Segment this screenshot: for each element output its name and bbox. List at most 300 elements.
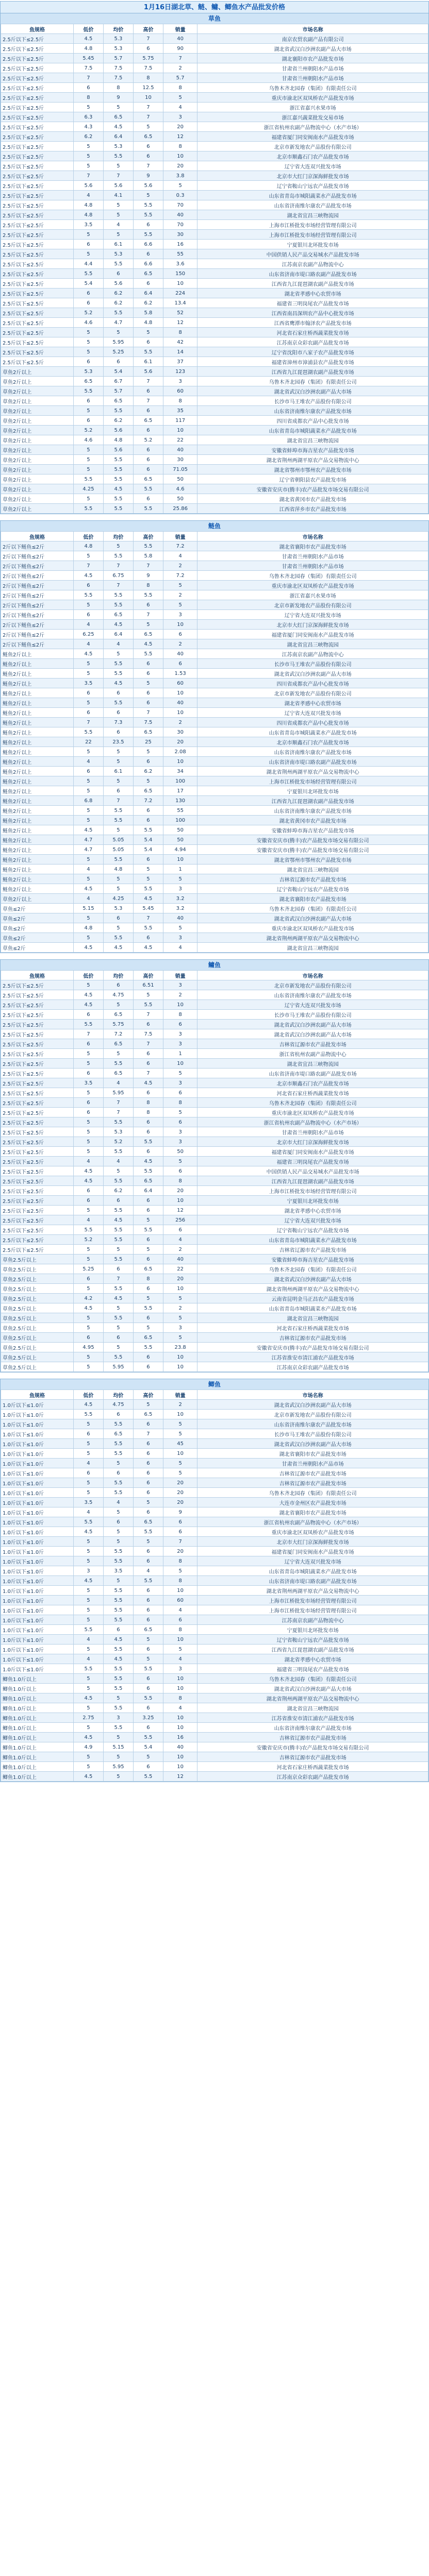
value-cell: 5: [73, 1284, 103, 1294]
fish-spec-cell: 2.5斤以下≤2.5斤: [1, 54, 74, 63]
value-cell: 8: [163, 1176, 197, 1186]
value-cell: 5.5: [103, 151, 133, 161]
value-cell: 6.5: [103, 112, 133, 122]
value-cell: 130: [163, 796, 197, 806]
column-header: 市场名称: [197, 971, 428, 980]
value-cell: 7: [73, 718, 103, 727]
value-cell: 5.5: [103, 1059, 133, 1069]
table-row: [1, 1723, 428, 1733]
value-cell: 4: [163, 1605, 197, 1615]
value-cell: 10: [163, 1449, 197, 1459]
value-cell: 5: [103, 874, 133, 884]
value-cell: 5.5: [103, 465, 133, 474]
value-cell: 4.5: [133, 943, 163, 953]
value-cell: 4: [73, 620, 103, 630]
value-cell: 5.5: [103, 1352, 133, 1362]
value-cell: 4.6: [73, 435, 103, 445]
market-name-cell: 吉林省辽源市农产品批发市场: [197, 1752, 428, 1762]
value-cell: 6: [133, 806, 163, 816]
market-name-cell: 安徽省安庆市(腾丰)农产品批发市场交易有限公司: [197, 835, 428, 845]
value-cell: 3.5: [73, 1078, 103, 1088]
fish-spec-cell: 1.0斤以下≤1.0斤: [1, 1586, 74, 1596]
value-cell: 5: [73, 328, 103, 337]
table-row: [1, 357, 428, 367]
table-row: [1, 337, 428, 347]
value-cell: 4.94: [163, 845, 197, 855]
value-cell: 5: [103, 230, 133, 240]
fish-spec-cell: 草鱼2斤以上: [1, 435, 74, 445]
value-cell: 5: [73, 669, 103, 679]
market-name-cell: 辽宁省大连双兴批发市场: [197, 161, 428, 171]
value-cell: 5.5: [133, 504, 163, 514]
value-cell: 4.5: [103, 943, 133, 953]
price-table: [1, 1389, 428, 1782]
value-cell: 4.8: [103, 435, 133, 445]
table-row: [1, 933, 428, 943]
table-row: [1, 435, 428, 445]
value-cell: 50: [163, 825, 197, 835]
value-cell: 10: [163, 1762, 197, 1772]
table-row: [1, 34, 428, 44]
value-cell: 5.3: [103, 34, 133, 44]
value-cell: 5.5: [133, 1137, 163, 1147]
value-cell: 35: [163, 406, 197, 416]
table-header-row: [1, 24, 428, 34]
market-name-cell: 甘肃省兰州朝阳水产品市场: [197, 73, 428, 83]
value-cell: 5: [133, 620, 163, 630]
value-cell: 20: [163, 737, 197, 747]
value-cell: 5.2: [133, 435, 163, 445]
value-cell: 6: [163, 1517, 197, 1527]
value-cell: 12: [163, 1206, 197, 1215]
value-cell: 5: [103, 1693, 133, 1703]
value-cell: 16: [163, 1733, 197, 1742]
table-row: [1, 1439, 428, 1449]
value-cell: 5.5: [73, 1020, 103, 1029]
value-cell: 5: [163, 874, 197, 884]
value-cell: 5.5: [103, 1449, 133, 1459]
value-cell: 5: [73, 1547, 103, 1556]
value-cell: 7.5: [103, 63, 133, 73]
value-cell: 8: [163, 142, 197, 151]
fish-spec-cell: 2.5斤以下≤2.5斤: [1, 1215, 74, 1225]
value-cell: 4: [103, 1157, 133, 1166]
fish-spec-cell: 鲫鱼1.0斤以上: [1, 1674, 74, 1684]
value-cell: 6.5: [133, 1333, 163, 1343]
fish-spec-cell: 草鱼2.5斤以上: [1, 1313, 74, 1323]
market-name-cell: 山东省济南维尔康农产品批发市场: [197, 806, 428, 816]
value-cell: 5: [133, 1635, 163, 1645]
fish-spec-cell: 2.5斤以下≤2.5斤: [1, 240, 74, 249]
market-name-cell: 湖北省宜昌三峡物流园: [197, 435, 428, 445]
market-name-cell: 上海市江桥批发市场经营管理有限公司: [197, 1596, 428, 1605]
table-row: [1, 590, 428, 600]
value-cell: 5: [73, 1147, 103, 1157]
market-name-cell: 江西省九江琵琶湖农副产品批发市场: [197, 796, 428, 806]
market-name-cell: 湖北省荆州两湖平原农产品交易物流中心: [197, 933, 428, 943]
table-row: [1, 1635, 428, 1645]
value-cell: 6: [133, 1088, 163, 1098]
value-cell: 5.5: [103, 600, 133, 610]
value-cell: 5: [103, 884, 133, 894]
value-cell: 5.2: [73, 1235, 103, 1245]
column-header: 高价: [133, 971, 163, 980]
value-cell: 6.5: [103, 396, 133, 406]
value-cell: 3: [163, 610, 197, 620]
value-cell: 3.5: [73, 679, 103, 688]
market-name-cell: 江苏南京众彩农副产品批发市场: [197, 337, 428, 347]
value-cell: 5.5: [133, 1527, 163, 1537]
value-cell: 6: [133, 1762, 163, 1772]
table-row: [1, 1020, 428, 1029]
value-cell: 6: [73, 396, 103, 406]
column-header: 市场名称: [197, 1390, 428, 1400]
market-name-cell: 湖北省武汉白沙洲农副产品大市场: [197, 1274, 428, 1284]
market-name-cell: 湖北省宜昌三峡物流园: [197, 1059, 428, 1069]
market-name-cell: 甘肃省兰州朝阳水产品市场: [197, 1459, 428, 1468]
value-cell: 5: [73, 933, 103, 943]
value-cell: 6: [133, 1547, 163, 1556]
value-cell: 5: [73, 142, 103, 151]
value-cell: 4: [73, 865, 103, 874]
fish-spec-cell: 2.5斤以下≤2.5斤: [1, 347, 74, 357]
value-cell: 7.2: [163, 571, 197, 581]
table-row: [1, 1225, 428, 1235]
value-cell: 4.5: [73, 571, 103, 581]
market-name-cell: 乌鲁木齐北园春（集团）有限责任公司: [197, 1098, 428, 1108]
fish-spec-cell: 1.0斤以下≤1.0斤: [1, 1615, 74, 1625]
value-cell: 6: [103, 1468, 133, 1478]
value-cell: 4.7: [103, 318, 133, 328]
value-cell: 5.5: [73, 386, 103, 396]
table-row: [1, 1029, 428, 1039]
value-cell: 6: [133, 386, 163, 396]
value-cell: 5: [73, 1419, 103, 1429]
market-name-cell: 山东省济南维尔康农产品批发市场: [197, 1723, 428, 1733]
fish-spec-cell: 2.5斤以下≤2.5斤: [1, 191, 74, 200]
value-cell: 6: [133, 1586, 163, 1596]
fish-spec-cell: 2.5斤以下≤2.5斤: [1, 1127, 74, 1137]
value-cell: 2.08: [163, 747, 197, 757]
value-cell: 12: [163, 318, 197, 328]
market-name-cell: 山东省济南市堤口路农副产品批发市场: [197, 1069, 428, 1078]
column-header: 市场名称: [197, 532, 428, 541]
value-cell: 7: [133, 161, 163, 171]
fish-spec-cell: 鲢鱼2斤以上: [1, 865, 74, 874]
value-cell: 5.5: [133, 541, 163, 551]
fish-spec-cell: 1.0斤以下≤1.0斤: [1, 1410, 74, 1419]
value-cell: 7: [133, 34, 163, 44]
value-cell: 7.5: [133, 1029, 163, 1039]
fish-spec-cell: 2.5斤以下≤2.5斤: [1, 44, 74, 54]
column-header: 高价: [133, 1390, 163, 1400]
column-header: 销量: [163, 24, 197, 34]
value-cell: 5: [73, 455, 103, 465]
value-cell: 6: [133, 1049, 163, 1059]
value-cell: 70: [163, 220, 197, 230]
fish-spec-cell: 2.5斤以下≤2.5斤: [1, 1069, 74, 1078]
value-cell: 6.2: [103, 298, 133, 308]
value-cell: 6: [103, 727, 133, 737]
market-name-cell: 重庆市渝北区双凤桥农产品批发市场: [197, 1108, 428, 1117]
fish-spec-cell: 2.5斤以下≤2.5斤: [1, 132, 74, 142]
market-name-cell: 浙江嘉兴蔬菜批发交易市场: [197, 112, 428, 122]
market-name-cell: 吉林省辽源市农产品批发市场: [197, 1468, 428, 1478]
value-cell: 7.2: [133, 796, 163, 806]
value-cell: 6.7: [103, 377, 133, 386]
fish-spec-cell: 2.5斤以下≤2.5斤: [1, 1010, 74, 1020]
market-name-cell: 甘肃省兰州朝阳水产品市场: [197, 63, 428, 73]
value-cell: 6: [163, 630, 197, 639]
fish-spec-cell: 2斤以下鲢鱼≤2斤: [1, 551, 74, 561]
fish-spec-cell: 2斤以下鲢鱼≤2斤: [1, 620, 74, 630]
value-cell: 123: [163, 367, 197, 377]
value-cell: 40: [163, 445, 197, 455]
value-cell: 5: [73, 1488, 103, 1498]
value-cell: 6.5: [103, 610, 133, 620]
value-cell: 5.3: [103, 904, 133, 913]
value-cell: 55: [163, 249, 197, 259]
value-cell: 8: [163, 1556, 197, 1566]
market-name-cell: 上海市江桥批发市场经营管理有限公司: [197, 776, 428, 786]
fish-spec-cell: 2斤以下鲢鱼≤2斤: [1, 630, 74, 639]
market-name-cell: 辽宁省鞍山宁远农产品批发市场: [197, 1225, 428, 1235]
market-name-cell: 浙江省嘉兴水果市场: [197, 103, 428, 112]
value-cell: 6: [133, 1196, 163, 1206]
table-row: [1, 1556, 428, 1566]
market-name-cell: 浙江省杭州农副产品物流中心（水产市场）: [197, 122, 428, 132]
value-cell: 5.4: [133, 1742, 163, 1752]
market-name-cell: 中国供销人民产品交易城水产品批发市场: [197, 249, 428, 259]
market-name-cell: 山东省济南维尔康农产品批发市场: [197, 200, 428, 210]
fish-spec-cell: 鲢鱼2斤以上: [1, 796, 74, 806]
value-cell: 5.7: [103, 386, 133, 396]
value-cell: 6: [133, 279, 163, 289]
value-cell: 10: [163, 1684, 197, 1693]
value-cell: 5.5: [103, 669, 133, 679]
market-name-cell: 湖北省孝感中心农贸市场: [197, 289, 428, 298]
market-name-cell: 山东省济南市堤口路农副产品批发市场: [197, 269, 428, 279]
fish-spec-cell: 2.5斤以下≤2.5斤: [1, 259, 74, 269]
value-cell: 5.6: [133, 181, 163, 191]
value-cell: 3.6: [163, 259, 197, 269]
market-name-cell: 乌鲁木齐北园春（集团）有限责任公司: [197, 1488, 428, 1498]
market-name-cell: 辽宁省鞍山宁远农产品批发市场: [197, 1635, 428, 1645]
fish-spec-cell: 鲫鱼1.0斤以上: [1, 1752, 74, 1762]
value-cell: 5.5: [103, 659, 133, 669]
table-row: [1, 347, 428, 357]
value-cell: 6: [133, 1284, 163, 1294]
market-name-cell: 山东省济南维尔康农产品批发市场: [197, 990, 428, 1000]
fish-spec-cell: 2.5斤以下≤2.5斤: [1, 357, 74, 367]
value-cell: 5.5: [103, 1206, 133, 1215]
value-cell: 5.5: [103, 1117, 133, 1127]
market-name-cell: 上海市江桥批发市场经营管理有限公司: [197, 1605, 428, 1615]
value-cell: 10: [163, 1362, 197, 1372]
market-name-cell: 乌鲁木齐北园春（集团）有限责任公司: [197, 1264, 428, 1274]
value-cell: 6.5: [133, 786, 163, 796]
value-cell: 6: [73, 1429, 103, 1439]
price-table: [1, 970, 428, 1372]
value-cell: 5.5: [73, 269, 103, 279]
fish-spec-cell: 草鱼2.5斤以上: [1, 1255, 74, 1264]
table-row: [1, 210, 428, 220]
value-cell: 6: [133, 1645, 163, 1654]
value-cell: 6: [133, 249, 163, 259]
market-name-cell: 乌鲁木齐北园春（集团）有限责任公司: [197, 1674, 428, 1684]
table-row: [1, 1186, 428, 1196]
fish-spec-cell: 1.0斤以下≤1.0斤: [1, 1478, 74, 1488]
value-cell: 5: [103, 210, 133, 220]
fish-spec-cell: 1.0斤以下≤1.0斤: [1, 1439, 74, 1449]
value-cell: 4.5: [103, 1635, 133, 1645]
table-row: [1, 73, 428, 83]
table-row: [1, 1419, 428, 1429]
value-cell: 5.5: [73, 1625, 103, 1635]
market-name-cell: 山东省青岛市城阳蔬菜水产品批发市场: [197, 727, 428, 737]
value-cell: 5: [133, 1654, 163, 1664]
value-cell: 5: [133, 1323, 163, 1333]
market-name-cell: 江苏省淮安市清江浦农产品批发市场: [197, 1352, 428, 1362]
table-row: [1, 990, 428, 1000]
section-1: [0, 520, 429, 953]
value-cell: 6.5: [133, 1410, 163, 1419]
value-cell: 5: [103, 1576, 133, 1586]
value-cell: 3.2: [163, 894, 197, 904]
value-cell: 52: [163, 308, 197, 318]
section-gap: [0, 953, 429, 959]
table-row: [1, 1576, 428, 1586]
table-row: [1, 1196, 428, 1206]
market-name-cell: 湖北省武汉白沙洲农副产品大市场: [197, 1684, 428, 1693]
page-title: 1月16日湖北草、鲢、鳙、鲫鱼水产品批发价格: [0, 1, 429, 13]
value-cell: 6: [73, 1186, 103, 1196]
value-cell: 30: [163, 727, 197, 737]
table-row: [1, 240, 428, 249]
value-cell: 4.5: [73, 1176, 103, 1186]
value-cell: 5.5: [103, 474, 133, 484]
table-row: [1, 1137, 428, 1147]
value-cell: 117: [163, 416, 197, 426]
column-header: 销量: [163, 532, 197, 541]
value-cell: 6: [133, 406, 163, 416]
value-cell: 4: [103, 1078, 133, 1088]
value-cell: 5: [73, 337, 103, 347]
value-cell: 5.2: [103, 1137, 133, 1147]
value-cell: 4: [163, 1235, 197, 1245]
value-cell: 5: [73, 465, 103, 474]
fish-spec-cell: 2.5斤以下≤2.5斤: [1, 249, 74, 259]
column-header: 低价: [73, 532, 103, 541]
value-cell: 6: [73, 688, 103, 698]
value-cell: 5.45: [73, 54, 103, 63]
section-title: 鲫鱼: [1, 1379, 428, 1389]
value-cell: 6: [103, 980, 133, 990]
fish-spec-cell: 2.5斤以下≤2.5斤: [1, 1196, 74, 1206]
fish-spec-cell: 2.5斤以下≤2.5斤: [1, 980, 74, 990]
fish-spec-cell: 草鱼≤2斤: [1, 943, 74, 953]
value-cell: 7: [133, 103, 163, 112]
value-cell: 13.4: [163, 298, 197, 308]
column-header: 高价: [133, 24, 163, 34]
value-cell: 9: [103, 93, 133, 103]
value-cell: 6: [133, 1488, 163, 1498]
table-row: [1, 1468, 428, 1478]
value-cell: 4.5: [73, 884, 103, 894]
value-cell: 37: [163, 357, 197, 367]
value-cell: 5.5: [103, 1225, 133, 1235]
value-cell: 5: [163, 1294, 197, 1303]
value-cell: 5: [133, 1752, 163, 1762]
market-name-cell: 重庆市渝北区双凤桥农产品批发市场: [197, 923, 428, 933]
value-cell: 6: [133, 426, 163, 435]
table-row: [1, 112, 428, 122]
fish-spec-cell: 2.5斤以下≤2.5斤: [1, 1225, 74, 1235]
market-name-cell: 山东省济南市堤口路农副产品批发市场: [197, 757, 428, 767]
fish-spec-cell: 草鱼≤2斤: [1, 933, 74, 943]
value-cell: 5: [103, 200, 133, 210]
table-row: [1, 426, 428, 435]
value-cell: 5.5: [133, 649, 163, 659]
table-row: [1, 1674, 428, 1684]
value-cell: 5: [73, 1206, 103, 1215]
value-cell: 6: [133, 1596, 163, 1605]
value-cell: 5.5: [103, 1313, 133, 1323]
value-cell: 6.1: [133, 357, 163, 367]
value-cell: 5: [73, 103, 103, 112]
value-cell: 6.2: [133, 767, 163, 776]
fish-spec-cell: 草鱼2.5斤以上: [1, 1343, 74, 1352]
market-name-cell: 湖北省襄阳市农产品批发市场: [197, 1507, 428, 1517]
value-cell: 5.5: [133, 1000, 163, 1010]
value-cell: 50: [163, 494, 197, 504]
fish-spec-cell: 1.0斤以下≤1.0斤: [1, 1635, 74, 1645]
fish-spec-cell: 2.5斤以下≤2.5斤: [1, 34, 74, 44]
table-row: [1, 923, 428, 933]
fish-spec-cell: 鲫鱼1.0斤以上: [1, 1723, 74, 1733]
table-row: [1, 1742, 428, 1752]
value-cell: 10: [163, 1713, 197, 1723]
table-row: [1, 220, 428, 230]
value-cell: 6: [133, 1255, 163, 1264]
market-name-cell: 辽宁省大连双兴批发市场: [197, 1556, 428, 1566]
value-cell: 5: [103, 1752, 133, 1762]
value-cell: 5.15: [103, 1742, 133, 1752]
value-cell: 5.2: [73, 308, 103, 318]
value-cell: 5: [133, 990, 163, 1000]
market-name-cell: 辽宁省大连双兴批发市场: [197, 610, 428, 620]
fish-spec-cell: 2.5斤以下≤2.5斤: [1, 1049, 74, 1059]
value-cell: 6.2: [133, 298, 163, 308]
fish-spec-cell: 1.0斤以下≤1.0斤: [1, 1488, 74, 1498]
value-cell: 5.5: [133, 230, 163, 240]
value-cell: 5: [163, 1459, 197, 1468]
table-row: [1, 54, 428, 63]
table-row: [1, 191, 428, 200]
value-cell: 4.5: [103, 1215, 133, 1225]
value-cell: 5.95: [103, 337, 133, 347]
market-name-cell: 湖北省荆州两湖平原农产品交易物流中心: [197, 1693, 428, 1703]
value-cell: 16: [163, 240, 197, 249]
market-name-cell: 山东省济南维尔康农产品批发市场: [197, 1419, 428, 1429]
fish-spec-cell: 鲫鱼1.0斤以上: [1, 1742, 74, 1752]
value-cell: 6: [103, 1264, 133, 1274]
value-cell: 5: [73, 1537, 103, 1547]
value-cell: 5.5: [103, 308, 133, 318]
value-cell: 40: [163, 1742, 197, 1752]
value-cell: 6: [73, 1098, 103, 1108]
table-row: [1, 1284, 428, 1294]
